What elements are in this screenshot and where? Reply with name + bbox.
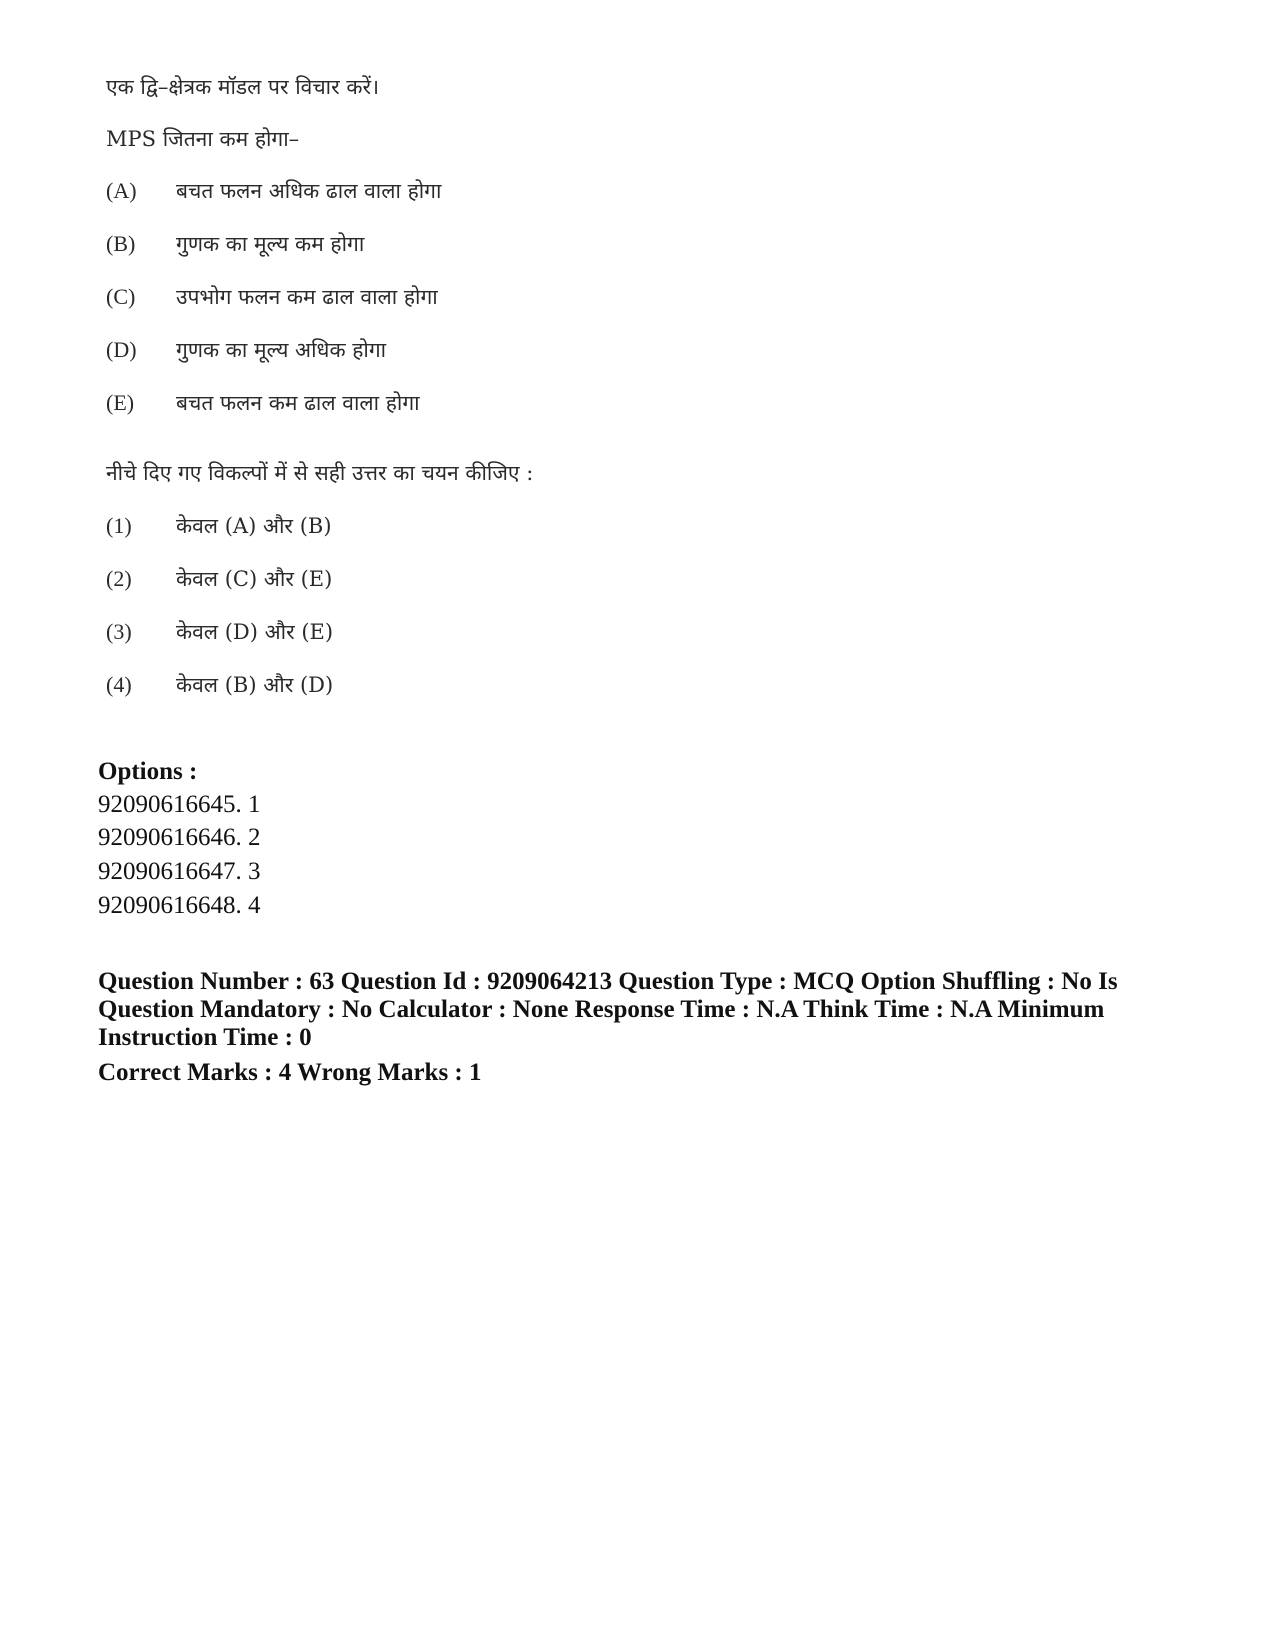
choice-label: (4): [106, 672, 132, 697]
option-id-3: 92090616647. 3: [98, 858, 261, 885]
choice-1: [106, 511, 332, 541]
choice-label: (2): [106, 566, 132, 591]
question-meta: Question Number : 63 Question Id : 9209064213 Question Type : MCQ Option Shuffling : No Is Question Mandatory : No Calculator : None Response Time : N.A Think Time : N.A Minimum Instruction Time : 0: [98, 968, 1118, 1051]
statement-text: बचत फलन कम ढाल वाला होगा: [176, 391, 420, 415]
choice-text: केवल (B) और (D): [176, 673, 334, 697]
choice-3: [106, 617, 333, 647]
statement-label: (B): [106, 231, 136, 256]
statement-a: [106, 176, 441, 206]
question-intro: एक द्वि–क्षेत्रक मॉडल पर विचार करें।: [106, 75, 380, 99]
statement-text: उपभोग फलन कम ढाल वाला होगा: [176, 285, 438, 309]
choice-text: केवल (D) और (E): [176, 620, 334, 644]
question-instruction: नीचे दिए गए विकल्पों में से सही उत्तर का चयन कीजिए :: [106, 461, 534, 485]
choice-text: केवल (C) और (E): [176, 567, 333, 591]
option-id-2: 92090616646. 2: [98, 824, 261, 851]
choice-text: केवल (A) और (B): [176, 514, 332, 538]
statement-text: गुणक का मूल्य कम होगा: [176, 232, 365, 256]
statement-text: गुणक का मूल्य अधिक होगा: [176, 338, 387, 362]
option-id-4: 92090616648. 4: [98, 892, 261, 919]
statement-label: (C): [106, 284, 136, 309]
statement-e: [106, 388, 420, 418]
statement-c: [106, 282, 438, 312]
question-marks: Correct Marks : 4 Wrong Marks : 1: [98, 1059, 482, 1086]
statement-label: (A): [106, 178, 137, 203]
choice-4: [106, 670, 333, 700]
choice-label: (3): [106, 619, 132, 644]
statement-b: [106, 229, 364, 259]
choice-label: (1): [106, 513, 132, 538]
statement-d: [106, 335, 386, 365]
choice-2: [106, 564, 332, 594]
statement-label: (D): [106, 337, 137, 362]
statement-text: बचत फलन अधिक ढाल वाला होगा: [176, 179, 442, 203]
option-id-1: 92090616645. 1: [98, 791, 261, 818]
question-stem: MPS जितना कम होगा–: [106, 127, 300, 151]
statement-label: (E): [106, 390, 135, 415]
options-heading: Options :: [98, 758, 198, 785]
